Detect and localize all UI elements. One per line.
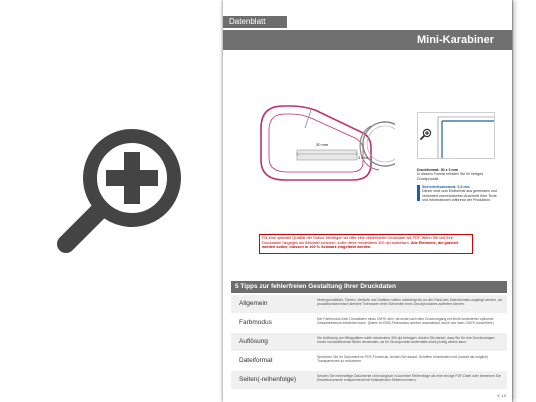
tip-text: Die Auflösung von Bildgrafiken sollte mindestens 300 dpi betragen. Achten Sie darauf, dass Sie für Ihre Druckvorlagen immer hochauflösende Bilder verwenden, da Ihr Druckprodukt andernfalls leicht pixelig wirken kann. (317, 336, 495, 345)
tip-text: Senden Sie mehrseitige Dokumente chronologisch in korrekter Reihenfolge als eine einzige PDF-Datei oder benennen Sie Einzeldokumente entsprechend mit fortlaufenden Seitennummern. (317, 374, 501, 383)
print-format-spec (417, 168, 497, 181)
notice-emphasis: Alle Elemente, die graviert werden sollen, müssen in 100 % Schwarz eingefärbt werden. (262, 240, 459, 250)
table-row (231, 352, 507, 371)
print-format-title: Druckformat: 30 x 3 mm (417, 168, 458, 172)
tips-title: 5 Tipps zur fehlerfreien Gestaltung Ihrer Druckdaten (231, 281, 507, 293)
tip-label: Farbmodus (239, 319, 272, 326)
version-label: V. 1.0 (497, 394, 506, 398)
tip-label: Dateiformat (239, 357, 273, 364)
safety-spec (422, 185, 498, 203)
height-dimension-label: 3 mm (358, 155, 368, 160)
table-row (231, 371, 507, 390)
table-row (231, 295, 507, 314)
engraving-notice (259, 234, 473, 254)
safety-title: Sicherheitsabstand: 0,5 mm (422, 185, 470, 189)
datasheet-page (223, 0, 512, 402)
tip-text: Speichern Sie Ihr Dokument im PDF-Format ab. Achten Sie darauf, Schriften einzubetten und (soweit als möglich) Transparenzen zu reduzieren. (317, 355, 488, 364)
table-row (231, 333, 507, 352)
zoom-in-icon[interactable] (50, 120, 190, 260)
tips-table (231, 295, 507, 390)
table-row (231, 314, 507, 333)
tip-label: Allgemein (239, 300, 268, 307)
safety-text: Dieser wird vom Endformat aus gemessen und verhindert unerwünschten Anschnitt Ihrer Texte und Informationen während der Produktion. (422, 189, 497, 203)
tip-text: Hintergrundbilder, Farben, Verläufe und Grafiken sollten unbedingt bis an den Rand des Datenformats angelegt werden, da produktionstechnisch kleinere Toleranzen beim Schneiden Ihres Druckproduktes auftreten können. (317, 298, 502, 307)
print-format-text: In diesem Format erhalten Sie Ihr fertiges Druckprodukt. (417, 172, 484, 181)
tip-label: Seiten(-reihenfolge) (239, 376, 297, 383)
zoom-in-icon[interactable] (420, 128, 432, 140)
header-tab: Datenblatt (223, 16, 287, 28)
tip-label: Auflösung (239, 338, 268, 345)
product-title: Mini-Karabiner (223, 30, 512, 50)
tip-text: Der Farbmodus Ihrer Druckdaten muss CMYK sein, da sonst nach dem Druckvorgang ein leicht veränderter optischer Gesamteindruck entstehen kann. (Daten im RGB-Farbmodus werden automatisch durch uns nach CMYK konvertiert.) (317, 317, 494, 326)
width-dimension-label: 30 mm (316, 142, 329, 147)
safety-color-marker (417, 185, 420, 201)
page-edge-line (512, 0, 513, 402)
notice-text: Für eine optimale Qualität der Gravur benötigen wir bitte eine vektorisierte Druckdatei als PDF. Wenn Sie uns Ihre Druckdaten hingegen als Bilddatei schicken, sollte diese mindestens 300 dpi aufweisen. (262, 236, 453, 245)
